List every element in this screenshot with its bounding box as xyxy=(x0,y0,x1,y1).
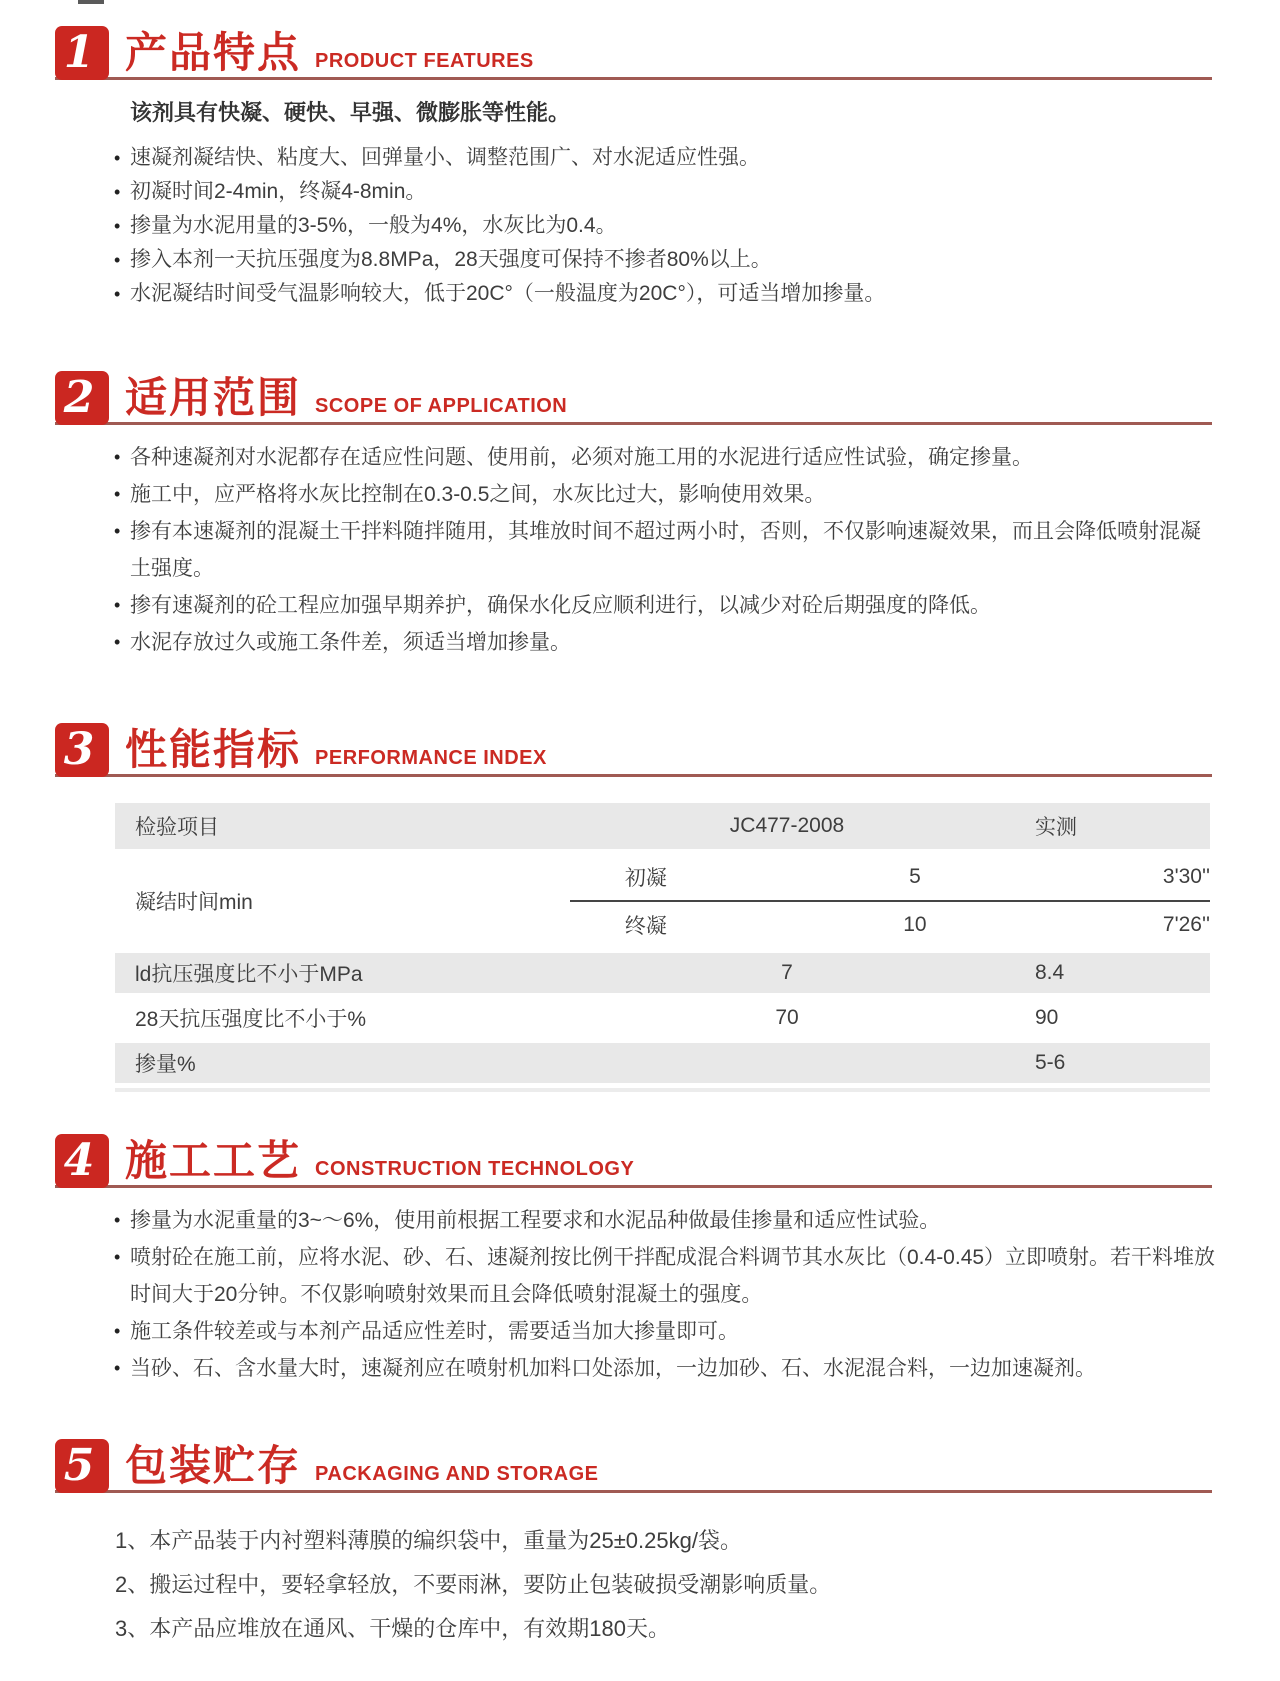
col-header-item: 检验项目 xyxy=(135,816,219,839)
row-standard: 7 xyxy=(781,961,793,984)
table-bottom-edge xyxy=(115,1088,1210,1092)
bullet-list xyxy=(130,439,1220,661)
bullet-item: • 水泥存放过久或施工条件差，须适当增加掺量。 xyxy=(130,624,1220,661)
bullet-item: • 当砂、石、含水量大时，速凝剂应在喷射机加料口处添加，一边加砂、石、水泥混合料，一边加速凝剂。 xyxy=(130,1350,1220,1387)
top-edge-artifact xyxy=(78,0,104,4)
row-label: 掺量% xyxy=(135,1053,196,1076)
section-construction-technology xyxy=(0,1134,1280,1387)
bullet-item: • 速凝剂凝结快、粘度大、回弹量小、调整范围广、对水泥适应性强。 xyxy=(130,141,1220,175)
subrow-name: 初凝 xyxy=(624,867,667,890)
bullet-item: • 掺量为水泥重量的3~～6%，使用前根据工程要求和水泥品种做最佳掺量和适应性试验。 xyxy=(130,1202,1220,1239)
bullet-item: • 施工条件较差或与本剂产品适应性差时，需要适当加大掺量即可。 xyxy=(130,1313,1220,1350)
numbered-item: 1、本产品装于内衬塑料薄膜的编织袋中，重量为25±0.25kg/袋。 xyxy=(115,1528,742,1553)
section-title-zh: 包装贮存 xyxy=(125,1442,302,1489)
subrow-measured: 3'30'' xyxy=(1162,865,1210,888)
section-header xyxy=(55,1439,1212,1493)
section-number-badge: 4 xyxy=(55,1134,109,1188)
col-header-measured: 实测 xyxy=(1035,816,1077,839)
subrow-standard: 10 xyxy=(903,913,927,936)
bullet-item: • 施工中，应严格将水灰比控制在0.3-0.5之间，水灰比过大，影响使用效果。 xyxy=(130,476,1220,513)
bullet-item: • 掺入本剂一天抗压强度为8.8MPa，28天强度可保持不掺者80%以上。 xyxy=(130,243,1220,277)
section-title-zh: 性能指标 xyxy=(125,726,302,773)
subrow-measured: 7'26'' xyxy=(1162,913,1210,936)
section-title-en: PACKAGING AND STORAGE xyxy=(315,1463,599,1485)
section-title-en: PRODUCT FEATURES xyxy=(315,50,534,72)
table-subrow-initial-set xyxy=(570,854,1210,900)
row-measured: 5-6 xyxy=(1035,1051,1066,1074)
table-header-row xyxy=(115,803,1210,849)
section-number-badge: 5 xyxy=(55,1439,109,1493)
section-title-zh: 适用范围 xyxy=(125,374,302,421)
row-label: 28天抗压强度比不小于% xyxy=(135,1008,367,1031)
section-header xyxy=(55,723,1212,777)
section-title-en: CONSTRUCTION TECHNOLOGY xyxy=(315,1158,635,1180)
section-header xyxy=(55,26,1212,80)
table-row-setting-time xyxy=(115,854,1210,948)
subrow-name: 终凝 xyxy=(624,915,667,938)
numbered-item: 3、本产品应堆放在通风、干燥的仓库中，有效期180天。 xyxy=(115,1616,670,1641)
bullet-item: • 掺量为水泥用量的3-5%，一般为4%，水灰比为0.4。 xyxy=(130,209,1220,243)
section-title-zh: 产品特点 xyxy=(125,29,302,76)
section-scope-of-application xyxy=(0,371,1280,661)
table-row-28d-strength xyxy=(115,998,1210,1038)
section-title-en: SCOPE OF APPLICATION xyxy=(315,395,568,417)
bullet-list xyxy=(130,141,1220,311)
bullet-item: • 掺有本速凝剂的混凝土干拌料随拌随用，其堆放时间不超过两小时，否则，不仅影响速凝效果，而且会降低喷射混凝土强度。 xyxy=(130,513,1220,587)
section-packaging-and-storage xyxy=(0,1439,1280,1651)
bullet-item: • 各种速凝剂对水泥都存在适应性问题、使用前，必须对施工用的水泥进行适应性试验，确定掺量。 xyxy=(130,439,1220,476)
subrow-standard: 5 xyxy=(909,865,921,888)
section-number-badge: 1 xyxy=(55,26,109,80)
table-subrow-final-set xyxy=(570,902,1210,948)
section-intro: 该剂具有快凝、硬快、早强、微膨胀等性能。 xyxy=(130,100,571,125)
numbered-item: 2、搬运过程中，要轻拿轻放，不要雨淋，要防止包装破损受潮影响质量。 xyxy=(115,1572,832,1597)
section-number-badge: 3 xyxy=(55,723,109,777)
row-label: ld抗压强度比不小于MPa xyxy=(135,963,363,986)
table-row-dosage xyxy=(115,1043,1210,1083)
bullet-list xyxy=(130,1202,1220,1387)
numbered-list xyxy=(115,1519,1220,1651)
performance-table xyxy=(115,803,1210,1092)
row-measured: 8.4 xyxy=(1035,961,1065,984)
row-label: 凝结时间min xyxy=(135,891,253,914)
section-title-en: PERFORMANCE INDEX xyxy=(315,747,547,769)
table-row-1d-strength xyxy=(115,953,1210,993)
setting-time-subrows xyxy=(570,854,1210,948)
col-header-standard: JC477-2008 xyxy=(729,814,845,837)
section-product-features xyxy=(0,26,1280,311)
section-header xyxy=(55,1134,1212,1188)
section-title-zh: 施工工艺 xyxy=(125,1137,302,1184)
bullet-item: • 水泥凝结时间受气温影响较大，低于20C°（一般温度为20C°），可适当增加掺量。 xyxy=(130,277,1220,311)
section-performance-index xyxy=(0,723,1280,1092)
bullet-item: • 初凝时间2-4min，终凝4-8min。 xyxy=(130,175,1220,209)
row-measured: 90 xyxy=(1035,1006,1059,1029)
section-number-badge: 2 xyxy=(55,371,109,425)
row-standard: 70 xyxy=(775,1006,799,1029)
section-header xyxy=(55,371,1212,425)
bullet-item: • 掺有速凝剂的砼工程应加强早期养护，确保水化反应顺利进行，以减少对砼后期强度的降低。 xyxy=(130,587,1220,624)
bullet-item: • 喷射砼在施工前，应将水泥、砂、石、速凝剂按比例干拌配成混合料调节其水灰比（0.4-0.45）立即喷射。若干料堆放时间大于20分钟。不仅影响喷射效果而且会降低喷射混凝土的强度。 xyxy=(130,1239,1220,1313)
